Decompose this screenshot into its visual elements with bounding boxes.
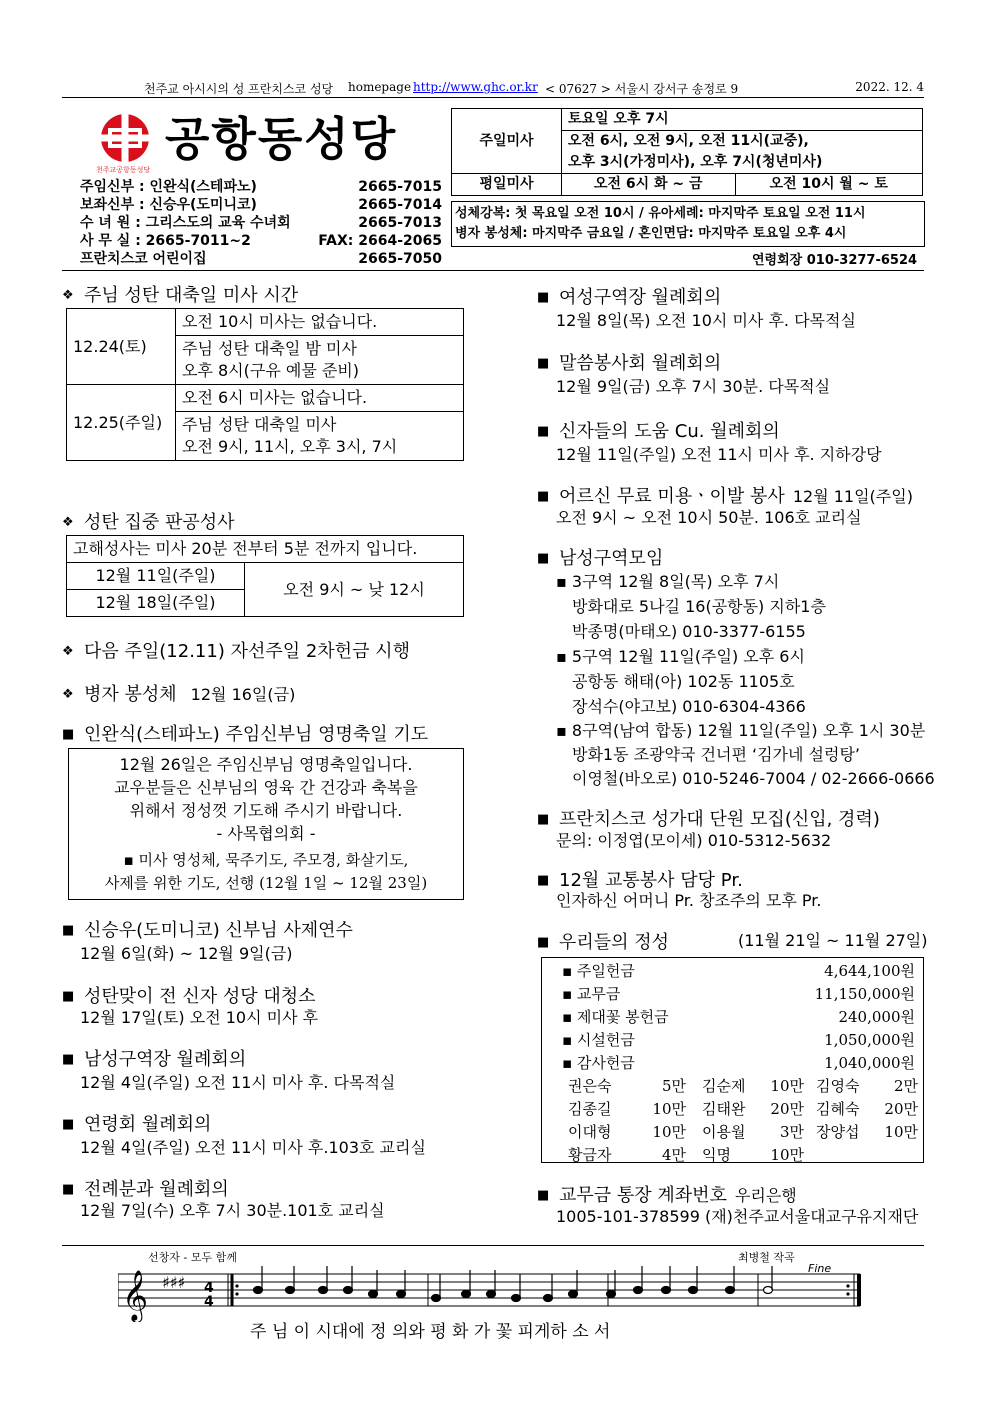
parish-logo xyxy=(96,112,154,174)
offering-period: (11월 21일 ~ 11월 27일) xyxy=(738,931,928,950)
clergy-row: 프란치스코 어린이집 2665-7050 xyxy=(80,251,442,267)
header-rule xyxy=(62,97,924,98)
music-staff xyxy=(118,1262,868,1322)
music-note xyxy=(487,1291,496,1298)
square-bullet-icon: ■ xyxy=(537,551,550,566)
liturgy-heading: ■ 전례분과 월례회의 xyxy=(62,1179,229,1200)
zone-line: 방화대로 5나길 16(공항동) 지하1층 xyxy=(572,597,826,616)
weekday-mass-b: 오전 10시 월 ~ 토 xyxy=(735,174,922,196)
mass-schedule xyxy=(451,108,923,196)
music-note xyxy=(254,1287,263,1294)
christmas-cell: 주님 성탄 대축일 밤 미사 오후 8시(구유 예물 준비) xyxy=(176,336,464,385)
weekday-mass-label: 평일미사 xyxy=(452,174,562,196)
music-note xyxy=(512,1295,521,1302)
feast-box: 12월 26일은 주임신부님 영명축일입니다. 교우분들은 신부님의 영육 간 건강과 축복을 위해서 정성껏 기도해 주시기 바랍니다. - 사목협의회 - ▪ 미사 영성체, 묵주기도, 주모경, 화살기도, 사제를 위한 기도, 선행 (12월 1일 ~ 12월 23일) xyxy=(68,748,464,900)
org-line: 천주교 아시시의 성 프란치스코 성당 xyxy=(144,82,334,96)
sacraments-box xyxy=(451,201,925,247)
men-leaders-body: 12월 4일(주일) 오전 11시 미사 후. 다목적실 xyxy=(80,1073,396,1092)
men-leaders-heading: ■ 남성구역장 월례회의 xyxy=(62,1049,247,1070)
sacraments-line: 성체강복: 첫 목요일 오전 10시 / 유아세례: 마지막주 토요일 오전 11시 xyxy=(455,206,866,221)
music-note xyxy=(286,1287,295,1294)
song-performer: 선창자 - 모두 함께 xyxy=(148,1251,237,1264)
word-heading: ■ 말씀봉사회 월례회의 xyxy=(537,353,722,374)
music-note xyxy=(462,1291,471,1298)
music-note xyxy=(634,1287,643,1294)
sacraments-line: 병자 봉성체: 마지막주 금요일 / 혼인면담: 마지막주 토요일 오후 4시 xyxy=(455,226,847,241)
song-fine: Fine xyxy=(808,1262,832,1275)
svg-text:4: 4 xyxy=(204,1294,214,1310)
svg-text:4: 4 xyxy=(204,1280,214,1296)
homepage-label: homepage xyxy=(348,80,412,94)
parish-name: 공항동성당 xyxy=(165,112,398,166)
offering-box xyxy=(541,957,924,1163)
clean-heading: ■ 성탄맞이 전 신자 성당 대청소 xyxy=(62,986,316,1007)
square-bullet-icon: ■ xyxy=(62,1117,75,1132)
hair-body: 오전 9시 ~ 오전 10시 50분. 106호 교리실 xyxy=(556,508,862,527)
offering-item: ▪ 시설헌금 1,050,000원 xyxy=(562,1031,915,1049)
traffic-heading: ■ 12월 교통봉사 담당 Pr. xyxy=(537,870,743,891)
donor-row: 황금자 4만 익명 10만 xyxy=(568,1146,804,1164)
square-bullet-icon: ■ xyxy=(537,1188,550,1203)
charity-heading: ❖ 다음 주일(12.11) 자선주일 2차헌금 시행 xyxy=(62,641,410,662)
diamond-bullet-icon: ❖ xyxy=(62,288,74,303)
hair-heading: ■ 어르신 무료 미용ㆍ이발 봉사 12월 11일(주일) xyxy=(537,486,913,507)
diamond-bullet-icon: ❖ xyxy=(62,515,74,530)
clean-body: 12월 17일(토) 오전 10시 미사 후 xyxy=(80,1008,319,1027)
issue-date: 2022. 12. 4 xyxy=(855,80,924,94)
zone-line: 장석수(야고보) 010-6304-4366 xyxy=(572,697,806,716)
confession-table xyxy=(66,535,464,617)
clergy-list xyxy=(80,178,442,268)
donor-table xyxy=(568,1075,918,1167)
confession-note: 고해성사는 미사 20분 전부터 5분 전까지 입니다. xyxy=(67,536,464,563)
zone-line: ▪ 3구역 12월 8일(목) 오후 7시 xyxy=(556,572,780,591)
song-composer: 최병철 작곡 xyxy=(738,1251,795,1264)
music-note xyxy=(369,1291,378,1298)
christmas-cell: 오전 10시 미사는 없습니다. xyxy=(176,309,464,336)
music-note xyxy=(397,1291,406,1298)
square-bullet-icon: ■ xyxy=(537,812,550,827)
square-bullet-icon: ■ xyxy=(537,290,550,305)
music-note xyxy=(607,1291,616,1298)
zone-line: 박종명(마태오) 010-3377-6155 xyxy=(572,622,806,641)
confession-heading: ❖ 성탄 집중 판공성사 xyxy=(62,512,235,533)
offering-item: ▪ 교무금 11,150,000원 xyxy=(562,985,915,1003)
christmas-mass-table xyxy=(66,308,464,461)
clergy-row: 사 무 실 : 2665-7011~2 FAX: 2664-2065 xyxy=(80,233,442,249)
music-note xyxy=(764,1287,773,1294)
sunday-mass-line: 오후 3시(가정미사), 오후 7시(청년미사) xyxy=(562,152,923,174)
music-note xyxy=(726,1287,735,1294)
bank-name: 우리은행 xyxy=(734,1186,797,1205)
christmas-date: 12.25(주일) xyxy=(67,385,176,461)
header-bottom-rule xyxy=(62,270,924,271)
clergy-row: 주임신부 : 인완식(스테파노) 2665-7015 xyxy=(80,179,442,195)
donor-row: 권은숙 5만 김순제 10만 김영숙 2만 xyxy=(568,1077,918,1095)
music-note xyxy=(319,1287,328,1294)
women-body: 12월 8일(목) 오전 10시 미사 후. 다목적실 xyxy=(556,311,856,330)
offering-item: ▪ 주일헌금 4,644,100원 xyxy=(562,962,915,980)
square-bullet-icon: ■ xyxy=(537,356,550,371)
confession-date: 12월 11일(주일) xyxy=(67,563,245,590)
bank-heading: ■ 교무금 통장 계좌번호 우리은행 xyxy=(537,1185,797,1206)
homepage-link[interactable]: http://www.ghc.or.kr xyxy=(413,80,538,94)
confession-time: 오전 9시 ~ 낮 12시 xyxy=(245,563,464,617)
traffic-body: 인자하신 어머니 Pr. 창조주의 모후 Pr. xyxy=(556,891,822,910)
music-note xyxy=(432,1295,441,1302)
feast-heading: ■ 인완식(스테파노) 주임신부님 영명축일 기도 xyxy=(62,724,429,745)
christmas-cell: 오전 6시 미사는 없습니다. xyxy=(176,385,464,412)
music-rule xyxy=(62,1245,924,1246)
music-note xyxy=(544,1295,553,1302)
donor-row: 이대형 10만 이용월 3만 장양섭 10만 xyxy=(568,1123,918,1141)
confession-date: 12월 18일(주일) xyxy=(67,590,245,617)
sunday-mass-line: 토요일 오후 7시 xyxy=(562,109,923,131)
zone-line: 방화1동 조광약국 건너편 ‘김가네 설렁탕’ xyxy=(572,745,860,764)
square-bullet-icon: ■ xyxy=(62,923,75,938)
yr-heading: ■ 연령회 월례회의 xyxy=(62,1114,212,1135)
square-bullet-icon: ■ xyxy=(62,1052,75,1067)
square-bullet-icon: ■ xyxy=(62,1182,75,1197)
hair-date: 12월 11일(주일) xyxy=(792,487,913,506)
offering-item: ▪ 제대꽃 봉헌금 240,000원 xyxy=(562,1008,915,1026)
sick-date: 12월 16일(금) xyxy=(190,685,296,704)
song-lyrics: 주 님 이 시대에 정 의와 평 화 가 꽃 피게하 소 서 xyxy=(250,1322,611,1342)
retreat-body: 12월 6일(화) ~ 12월 9일(금) xyxy=(80,944,293,963)
square-bullet-icon: ■ xyxy=(62,989,75,1004)
music-note xyxy=(344,1287,353,1294)
offering-heading: ■ 우리들의 정성 xyxy=(537,932,670,953)
choir-heading: ■ 프란치스코 성가대 단원 모집(신입, 경력) xyxy=(537,809,880,830)
clergy-row: 보좌신부 : 신승우(도미니코) 2665-7014 xyxy=(80,197,442,213)
logo-caption: 천주교공항동성당 xyxy=(96,166,151,174)
square-bullet-icon: ■ xyxy=(537,424,550,439)
word-body: 12월 9일(금) 오후 7시 30분. 다목적실 xyxy=(556,377,831,396)
music-note xyxy=(662,1287,671,1294)
weekday-mass-a: 오전 6시 화 ~ 금 xyxy=(562,174,736,196)
choir-body: 문의: 이정엽(모이세) 010-5312-5632 xyxy=(556,831,832,850)
square-bullet-icon: ■ xyxy=(537,489,550,504)
donor-row: 김종길 10만 김태완 20만 김혜숙 20만 xyxy=(568,1100,918,1118)
sunday-mass-label: 주일미사 xyxy=(452,109,562,174)
zone-line: ▪ 5구역 12월 11일(주일) 오후 6시 xyxy=(556,647,805,666)
offering-item: ▪ 감사헌금 1,040,000원 xyxy=(562,1054,915,1072)
yr-body: 12월 4일(주일) 오전 11시 미사 후.103호 교리실 xyxy=(80,1138,426,1157)
zone-line: ▪ 8구역(남여 합동) 12월 11일(주일) 오후 1시 30분 xyxy=(556,721,926,740)
music-note xyxy=(569,1291,578,1298)
svg-text:𝄞: 𝄞 xyxy=(122,1270,149,1321)
diamond-bullet-icon: ❖ xyxy=(62,644,74,659)
square-bullet-icon: ■ xyxy=(537,873,550,888)
christmas-date: 12.24(토) xyxy=(67,309,176,385)
christmas-heading: ❖ 주님 성탄 대축일 미사 시간 xyxy=(62,285,299,306)
bank-account: 1005-101-378599 (재)천주교서울대교구유지재단 xyxy=(556,1207,919,1226)
liturgy-body: 12월 7일(수) 오후 7시 30분.101호 교리실 xyxy=(80,1201,385,1220)
music-note xyxy=(689,1287,698,1294)
sick-heading: ❖ 병자 봉성체 12월 16일(금) xyxy=(62,684,296,705)
zone-line: 공항동 해태(아) 102동 1105호 xyxy=(572,672,795,691)
square-bullet-icon: ■ xyxy=(62,727,75,742)
association-contact: 연령회장 010-3277-6524 xyxy=(752,253,918,268)
cu-heading: ■ 신자들의 도움 Cu. 월례회의 xyxy=(537,421,780,442)
clergy-row: 수 녀 원 : 그리스도의 교육 수녀회 2665-7013 xyxy=(80,215,442,231)
sunday-mass-line: 오전 6시, 오전 9시, 오전 11시(교중), xyxy=(562,131,923,153)
diamond-bullet-icon: ❖ xyxy=(62,687,74,702)
retreat-heading: ■ 신승우(도미니코) 신부님 사제연수 xyxy=(62,920,353,941)
svg-text:♯♯♯: ♯♯♯ xyxy=(162,1273,186,1292)
square-bullet-icon: ■ xyxy=(537,935,550,950)
zone-line: 이영철(바오로) 010-5246-7004 / 02-2666-0666 xyxy=(572,769,935,788)
christmas-cell: 주님 성탄 대축일 미사 오전 9시, 11시, 오후 3시, 7시 xyxy=(176,412,464,461)
address: < 07627 > 서울시 강서구 송정로 9 xyxy=(545,82,739,96)
cu-body: 12월 11일(주일) 오전 11시 미사 후. 지하강당 xyxy=(556,445,882,464)
women-heading: ■ 여성구역장 월례회의 xyxy=(537,287,722,308)
mens-zone-heading: ■ 남성구역모임 xyxy=(537,548,664,569)
